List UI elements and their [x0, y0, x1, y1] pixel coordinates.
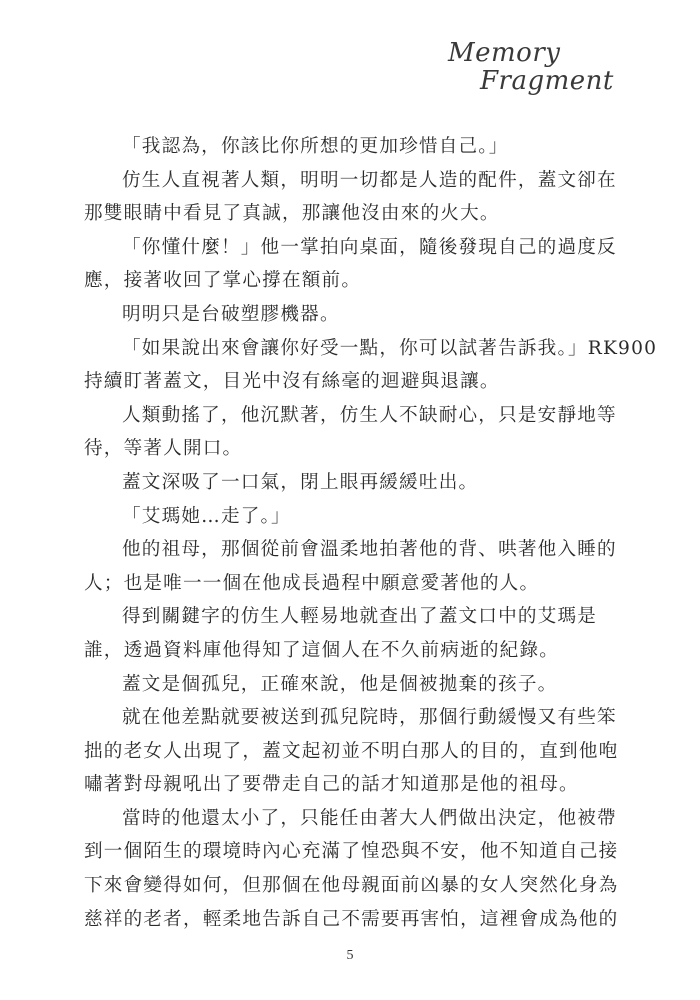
text-line: 當時的他還太小了，只能任由著大人們做出決定，他被帶: [122, 807, 617, 829]
text-line: 得到關鍵字的仿生人輕易地就查出了蓋文口中的艾瑪是: [122, 606, 598, 628]
logo-line-1: Memory: [448, 38, 561, 68]
text-line: 嘯著對母親吼出了要帶走自己的話才知道那是他的祖母。: [84, 774, 579, 796]
text-line: 就在他差點就要被送到孤兒院時，那個行動緩慢又有些笨: [122, 707, 617, 729]
text-line: 人類動搖了，他沉默著，仿生人不缺耐心，只是安靜地等: [122, 404, 617, 426]
text-line: 到一個陌生的環境時內心充滿了惶恐與不安，他不知道自己接: [84, 841, 619, 863]
text-line: 「艾瑪她…走了。」: [122, 505, 291, 527]
page-number: 5: [346, 948, 354, 963]
text-line: 待，等著人開口。: [84, 438, 243, 460]
text-line: 「如果說出來會讓你好受一點，你可以試著告訴我。」RK900: [122, 337, 658, 359]
text-line: 「我認為，你該比你所想的更加珍惜自己。」: [122, 136, 509, 157]
text-line: 「你懂什麼！」他一掌拍向桌面，隨後發現自己的過度反: [122, 236, 617, 258]
text-line: 誰，透過資料庫他得知了這個人在不久前病逝的紀錄。: [84, 639, 560, 661]
text-line: 仿生人直視著人類，明明一切都是人造的配件，蓋文卻在: [122, 169, 617, 191]
text-line: 拙的老女人出現了，蓋文起初並不明白那人的目的，直到他咆: [84, 740, 619, 762]
text-line: 他的祖母，那個從前會溫柔地拍著他的背、哄著他入睡的: [122, 539, 617, 561]
logo-line-2: Fragment: [480, 66, 614, 96]
text-line: 人；也是唯一一個在他成長過程中願意愛著他的人。: [84, 572, 540, 594]
text-line: 慈祥的老者，輕柔地告訴自己不需要再害怕，這裡會成為他的: [84, 908, 619, 930]
header-logo: [428, 38, 614, 108]
text-line: 蓋文是個孤兒，正確來說，他是個被拋棄的孩子。: [122, 673, 558, 695]
text-line: 那雙眼睛中看見了真誠，那讓他沒由來的火大。: [84, 203, 500, 225]
body-text: [84, 130, 658, 936]
text-line: 持續盯著蓋文，目光中沒有絲毫的迴避與退讓。: [84, 371, 500, 393]
text-line: 下來會變得如何，但那個在他母親面前凶暴的女人突然化身為: [84, 875, 619, 897]
text-line: 明明只是台破塑膠機器。: [122, 303, 340, 325]
text-line: 應，接著收回了掌心撐在額前。: [84, 270, 362, 292]
text-line: 蓋文深吸了一口氣，閉上眼再緩緩吐出。: [122, 471, 479, 493]
